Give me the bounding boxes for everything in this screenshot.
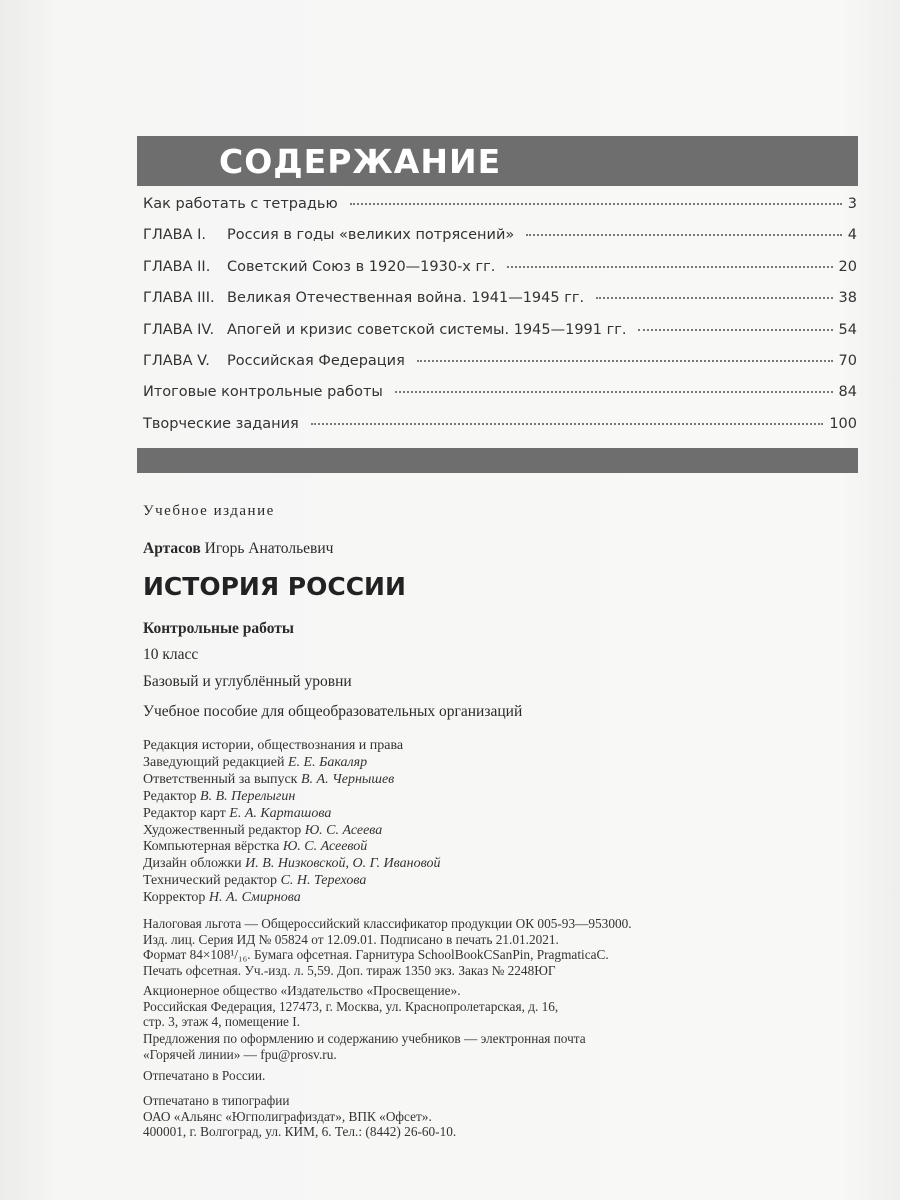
toc-leader-dots xyxy=(526,234,842,236)
grade: 10 класс xyxy=(143,646,199,663)
credit-role: Редактор xyxy=(143,788,197,804)
credit-role: Компьютерная вёрстка xyxy=(143,839,280,855)
toc-chapter: ГЛАВА III. xyxy=(143,290,215,307)
credit-line xyxy=(143,873,440,890)
toc-leader-dots xyxy=(417,360,833,362)
imprint-line: стр. 3, этаж 4, помещение I. xyxy=(143,1014,301,1030)
credit-line xyxy=(143,823,440,840)
toc-page-number: 100 xyxy=(829,415,857,432)
toc-row xyxy=(143,353,857,384)
toc-leader-dots xyxy=(596,297,832,299)
imprint-tax xyxy=(143,916,632,978)
toc-page-number: 70 xyxy=(838,352,857,369)
toc-leader-dots xyxy=(350,203,842,205)
book-title: ИСТОРИЯ РОССИИ xyxy=(143,572,406,601)
imprint-line: Российская Федерация, 127473, г. Москва, ул. Краснопролетарская, д. 16, xyxy=(143,998,559,1014)
credit-role: Корректор xyxy=(143,890,206,906)
imprint-line: Предложения по оформлению и содержанию учебников — электронная почта xyxy=(143,1031,586,1046)
toc-page-number: 38 xyxy=(838,290,857,307)
imprint-line: Отпечатано в типографии xyxy=(143,1093,290,1108)
credit-name: С. Н. Терехова xyxy=(280,873,367,889)
imprint-line: Изд. лиц. Серия ИД № 05824 от 12.09.01. Подписано в печать 21.01.2021. xyxy=(143,931,559,947)
credit-line xyxy=(143,738,440,755)
toc-title: Российская Федерация xyxy=(227,352,405,369)
toc-leader-dots xyxy=(507,266,832,268)
imprint-feedback xyxy=(143,1031,586,1062)
contents-title: СОДЕРЖАНИЕ xyxy=(219,142,502,181)
imprint-printed xyxy=(143,1068,265,1084)
toc-leader-dots xyxy=(638,329,832,331)
toc-row xyxy=(143,322,857,353)
credit-name: И. В. Низковской, О. Г. Ивановой xyxy=(245,856,441,872)
credit-line xyxy=(143,839,440,856)
author-name: Игорь Анатольевич xyxy=(204,540,334,557)
toc-page-number: 84 xyxy=(838,384,857,401)
toc-row xyxy=(143,416,857,447)
toc-row xyxy=(143,384,857,415)
toc-page-number: 3 xyxy=(847,196,857,212)
contents-header-bar xyxy=(137,136,858,186)
toc-chapter: ГЛАВА II. xyxy=(143,258,211,275)
imprint-line: ОАО «Альянс «Югполиграфиздат», ВПК «Офсет». xyxy=(143,1108,432,1124)
credit-role: Заведующий редакцией xyxy=(143,754,285,770)
toc-title: Великая Отечественная война. 1941—1945 гг. xyxy=(227,290,585,307)
toc-title: Апогей и кризис советской системы. 1945—1991 гг. xyxy=(227,321,627,338)
credit-role: Редактор карт xyxy=(143,805,226,821)
toc-row xyxy=(143,227,857,258)
edition-type: Учебное издание xyxy=(143,503,275,519)
credit-role: Технический редактор xyxy=(143,873,278,889)
toc-row xyxy=(143,196,857,227)
credit-name: Е. Е. Бакаляр xyxy=(288,754,368,770)
credit-role: Дизайн обложки xyxy=(143,856,242,872)
credit-line xyxy=(143,806,440,823)
toc-title: Итоговые контрольные работы xyxy=(143,384,383,401)
toc-page-number: 54 xyxy=(838,321,857,338)
toc-leader-dots xyxy=(311,423,824,425)
credit-line xyxy=(143,890,440,907)
imprint-line: Акционерное общество «Издательство «Просвещение». xyxy=(143,983,461,998)
imprint-line: 400001, г. Волгоград, ул. КИМ, 6. Тел.: (8442) 26-60-10. xyxy=(143,1124,457,1140)
toc-title: Творческие задания xyxy=(143,415,299,432)
toc-title: Советский Союз в 1920—1930-х гг. xyxy=(227,258,496,275)
divider-bar xyxy=(137,448,858,473)
book-subtitle: Контрольные работы xyxy=(143,620,294,637)
credit-role: Ответственный за выпуск xyxy=(143,771,298,787)
author-surname: Артасов xyxy=(143,540,201,557)
credit-line xyxy=(143,755,440,772)
imprint-line: Формат 84×108¹/₁₆. Бумага офсетная. Гарнитура SchoolBookCSanPin, PragmaticaC. xyxy=(143,947,609,963)
credit-line xyxy=(143,856,440,873)
author xyxy=(143,540,333,558)
level: Базовый и углублённый уровни xyxy=(143,673,352,690)
imprint-line: Налоговая льгота — Общероссийский классификатор продукции ОК 005-93—953000. xyxy=(143,916,632,931)
credits xyxy=(143,738,440,907)
imprint-line: «Горячей линии» — fpu@prosv.ru. xyxy=(143,1046,337,1062)
credit-role: Редакция истории, обществознания и права xyxy=(143,738,404,753)
purpose: Учебное пособие для общеобразовательных организаций xyxy=(143,703,523,720)
toc-row xyxy=(143,290,857,321)
credit-name: В. В. Перелыгин xyxy=(200,788,296,804)
credit-line xyxy=(143,789,440,806)
credit-role: Художественный редактор xyxy=(143,822,302,838)
toc-leader-dots xyxy=(395,391,833,393)
toc-title: Россия в годы «великих потрясений» xyxy=(227,227,515,244)
imprint-line: Печать офсетная. Уч.-изд. л. 5,59. Доп. тираж 1350 экз. Заказ № 2248ЮГ xyxy=(143,962,556,978)
credit-name: Н. А. Смирнова xyxy=(208,890,301,906)
toc-chapter: ГЛАВА V. xyxy=(143,352,210,369)
imprint-publisher xyxy=(143,983,558,1030)
toc-chapter: ГЛАВА I. xyxy=(143,227,207,244)
credit-name: В. А. Чернышев xyxy=(301,771,395,787)
credit-name: Е. А. Карташова xyxy=(229,805,332,821)
toc-row xyxy=(143,259,857,290)
toc-chapter: ГЛАВА IV. xyxy=(143,321,215,338)
toc-page-number: 20 xyxy=(838,258,857,275)
table-of-contents xyxy=(143,196,857,447)
credit-line xyxy=(143,772,440,789)
credit-name: Ю. С. Асеевой xyxy=(282,839,368,855)
toc-page-number: 4 xyxy=(847,227,857,244)
toc-title: Как работать с тетрадью xyxy=(143,196,338,212)
imprint-printer xyxy=(143,1093,456,1140)
credit-name: Ю. С. Асеева xyxy=(304,822,383,838)
imprint-line: Отпечатано в России. xyxy=(143,1068,266,1083)
